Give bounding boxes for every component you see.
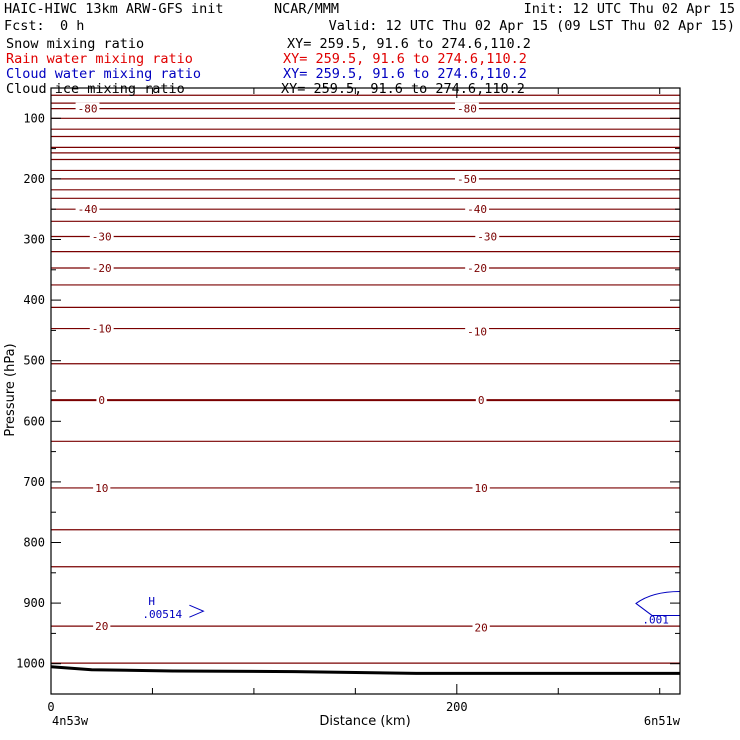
isotherm-label: -80	[457, 102, 477, 116]
x-axis-title: Distance (km)	[319, 714, 411, 729]
forecast-hour: 0 h	[60, 18, 85, 34]
plot-area	[51, 95, 680, 673]
valid-time: Valid: 12 UTC Thu 02 Apr 15 (09 LST Thu 02 Apr 15)	[328, 18, 735, 34]
cloud-water-label: .001	[642, 613, 669, 627]
x-tick-label: 0	[47, 700, 55, 714]
init-time: Init: 12 UTC Thu 02 Apr 15	[523, 1, 735, 17]
isotherm-label: -40	[467, 203, 488, 217]
model-title: HAIC-HIWC 13km ARW-GFS init	[4, 1, 224, 17]
isotherm-label: 20	[95, 620, 109, 634]
y-tick-label: 600	[23, 414, 45, 429]
y-tick-label: 500	[23, 353, 45, 368]
isotherm-label: 10	[474, 481, 488, 495]
field-cloud-ice: Cloud ice mixing ratio	[6, 81, 185, 97]
field-rain-xy: XY= 259.5, 91.6 to 274.6,110.2	[283, 51, 527, 67]
high-value: .00514	[142, 608, 183, 622]
y-tick-label: 200	[23, 171, 45, 186]
x-tick-label: 200	[445, 700, 468, 714]
isotherm-label: -20	[91, 261, 112, 275]
isotherm-label: -50	[457, 172, 477, 186]
y-tick-label: 400	[23, 293, 45, 308]
y-tick-label: 100	[23, 111, 45, 126]
organization: NCAR/MMM	[274, 1, 340, 17]
isotherm-label: -10	[467, 325, 488, 339]
y-tick-label: 1000	[16, 656, 45, 671]
isotherm-label: -80	[77, 102, 98, 116]
high-marker: H	[148, 595, 156, 609]
forecast-label: Fcst:	[4, 18, 45, 34]
isotherm-label: 0	[98, 394, 106, 408]
isotherm-label: 10	[95, 481, 109, 495]
cloud-water-contour	[189, 605, 203, 617]
field-cloud-water-xy: XY= 259.5, 91.6 to 274.6,110.2	[283, 66, 527, 82]
field-snow-xy: XY= 259.5, 91.6 to 274.6,110.2	[287, 36, 531, 52]
field-rain: Rain water mixing ratio	[6, 51, 193, 67]
isotherm-label: -10	[91, 322, 112, 336]
field-cloud-water: Cloud water mixing ratio	[6, 66, 202, 82]
x-end-label: 6n51w	[643, 714, 680, 728]
isotherm-label: -30	[91, 230, 112, 244]
y-tick-label: 900	[23, 596, 45, 611]
field-snow: Snow mixing ratio	[6, 36, 145, 52]
y-tick-label: 800	[23, 535, 45, 550]
y-axis-title: Pressure (hPa)	[3, 343, 18, 437]
isotherm-label: -20	[467, 261, 488, 275]
surface-line	[51, 667, 680, 674]
field-cloud-ice-xy: XY= 259.5, 91.6 to 274.6,110.2	[281, 81, 525, 97]
x-start-label: 4n53w	[52, 714, 89, 728]
isotherm-label: 20	[474, 621, 488, 635]
y-tick-label: 700	[23, 474, 45, 489]
isotherm-label: -40	[77, 203, 98, 217]
y-tick-label: 300	[23, 232, 45, 247]
isotherm-label: 0	[477, 394, 485, 408]
isotherm-label: -30	[477, 230, 498, 244]
